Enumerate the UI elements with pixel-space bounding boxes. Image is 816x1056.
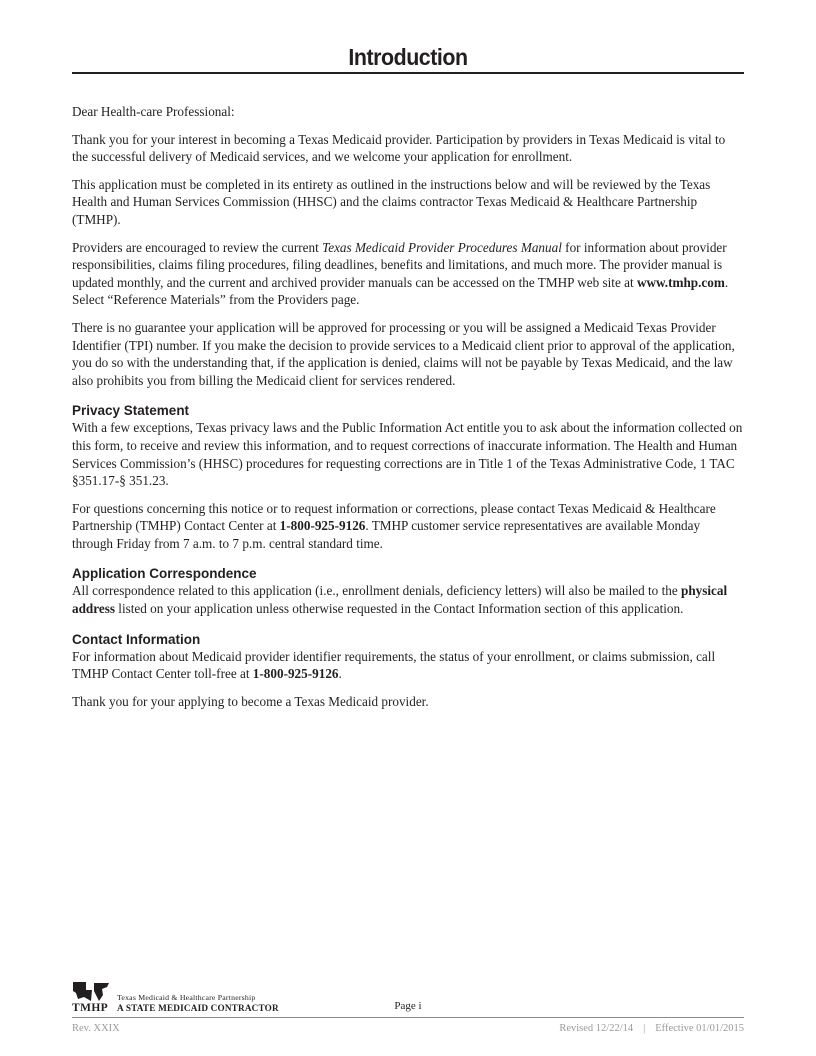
revision-label: Rev. XXIX — [72, 1023, 120, 1034]
physical-address-term: physical address — [72, 583, 728, 617]
intro-paragraph-1: Thank you for your interest in becoming a Texas Medicaid provider. Participation by providers in Texas Medicaid is vital to the successful delivery of Medicaid services, and we welcome your application for enrollment. — [72, 131, 726, 165]
privacy-text-2: . TMHP customer service representatives are available Monday through Friday from 7 a.m. to 7 p.m. central standard time. — [72, 518, 701, 551]
manual-title: Texas Medicaid Provider Procedures Manual — [322, 239, 562, 255]
privacy-paragraph-2 — [72, 500, 744, 553]
contact-heading: Contact Information — [72, 631, 201, 647]
intro-paragraph-3 — [72, 239, 744, 309]
revision-dates — [559, 1023, 744, 1034]
logo-text: TMHP — [72, 1002, 109, 1014]
website-link[interactable]: www.tmhp.com — [636, 274, 725, 290]
para3-text-1: Providers are encouraged to review the current — [72, 239, 323, 255]
phone-number: 1-800-925-9126 — [279, 518, 366, 534]
correspondence-paragraph — [72, 582, 744, 617]
title-divider — [72, 72, 744, 74]
page-number: Page i — [394, 1000, 422, 1012]
contact-phone-number: 1-800-925-9126 — [252, 666, 339, 682]
tmhp-logo — [72, 981, 112, 1015]
page-title: Introduction — [348, 44, 468, 70]
org-name: Texas Medicaid & Healthcare Partnership — [117, 993, 256, 1002]
greeting: Dear Health-care Professional: — [72, 104, 235, 119]
contact-text-2: . — [338, 666, 342, 682]
privacy-paragraph-1: With a few exceptions, Texas privacy laws and the Public Information Act entitle you to ask about the information collected on this form, to receive and review this information, and to request corrections of inaccurate information. The Health and Human Services Commission’s (HHSC) procedures for requesting corrections are in Title 1 of the Texas Administrative Code, 1 TAC §351.17-§ 351.23. — [72, 420, 743, 489]
para3-text-2: for information about provider responsibilities, claims filing procedures, filing deadlines, benefits and limitations, and much more. The provider manual is updated monthly, and the current and archived provider manuals can be accessed on the TMHP web site at — [72, 239, 727, 290]
org-subtitle: A STATE MEDICAID CONTRACTOR — [117, 1003, 279, 1013]
closing-paragraph: Thank you for your applying to become a Texas Medicaid provider. — [72, 693, 429, 709]
footer-divider — [72, 1017, 744, 1018]
privacy-text-1: For questions concerning this notice or to request information or corrections, please contact Texas Medicaid & Healthcare Partnership (TMHP) Contact Center at — [72, 500, 716, 534]
para3-text-3: . Select “Reference Materials” from the Providers page. — [72, 274, 729, 308]
contact-text-1: For information about Medicaid provider identifier requirements, the status of your enrollment, or claims submission, call TMHP Contact Center toll-free at — [72, 648, 716, 682]
correspondence-text-2: listed on your application unless otherwise requested in the Contact Information section of this application. — [115, 601, 684, 617]
date-separator: | — [643, 1023, 646, 1034]
contact-paragraph — [72, 648, 744, 683]
texas-map-icon — [72, 981, 112, 1003]
effective-date: Effective 01/01/2015 — [655, 1023, 744, 1034]
intro-paragraph-4: There is no guarantee your application will be approved for processing or you will be assigned a Medicaid Texas Provider Identifier (TPI) number. If you make the decision to provide services to a Medicaid client prior to approval of the application, you do so with the understanding that, if the application is denied, claims will not be payable by Texas Medicaid, and the law also prohibits you from billing the Medicaid client for services rendered. — [72, 319, 735, 388]
document-body — [72, 103, 744, 720]
intro-paragraph-2: This application must be completed in its entirety as outlined in the instructions below and will be reviewed by the Texas Health and Human Services Commission (HHSC) and the claims contractor Texas Medicaid & Healthcare Partnership (TMHP). — [72, 176, 711, 227]
correspondence-heading: Application Correspondence — [72, 566, 257, 582]
correspondence-text-1: All correspondence related to this application (i.e., enrollment denials, deficiency letters) will also be mailed to the — [72, 583, 681, 599]
privacy-heading: Privacy Statement — [72, 403, 190, 419]
revised-date: Revised 12/22/14 — [559, 1023, 634, 1034]
